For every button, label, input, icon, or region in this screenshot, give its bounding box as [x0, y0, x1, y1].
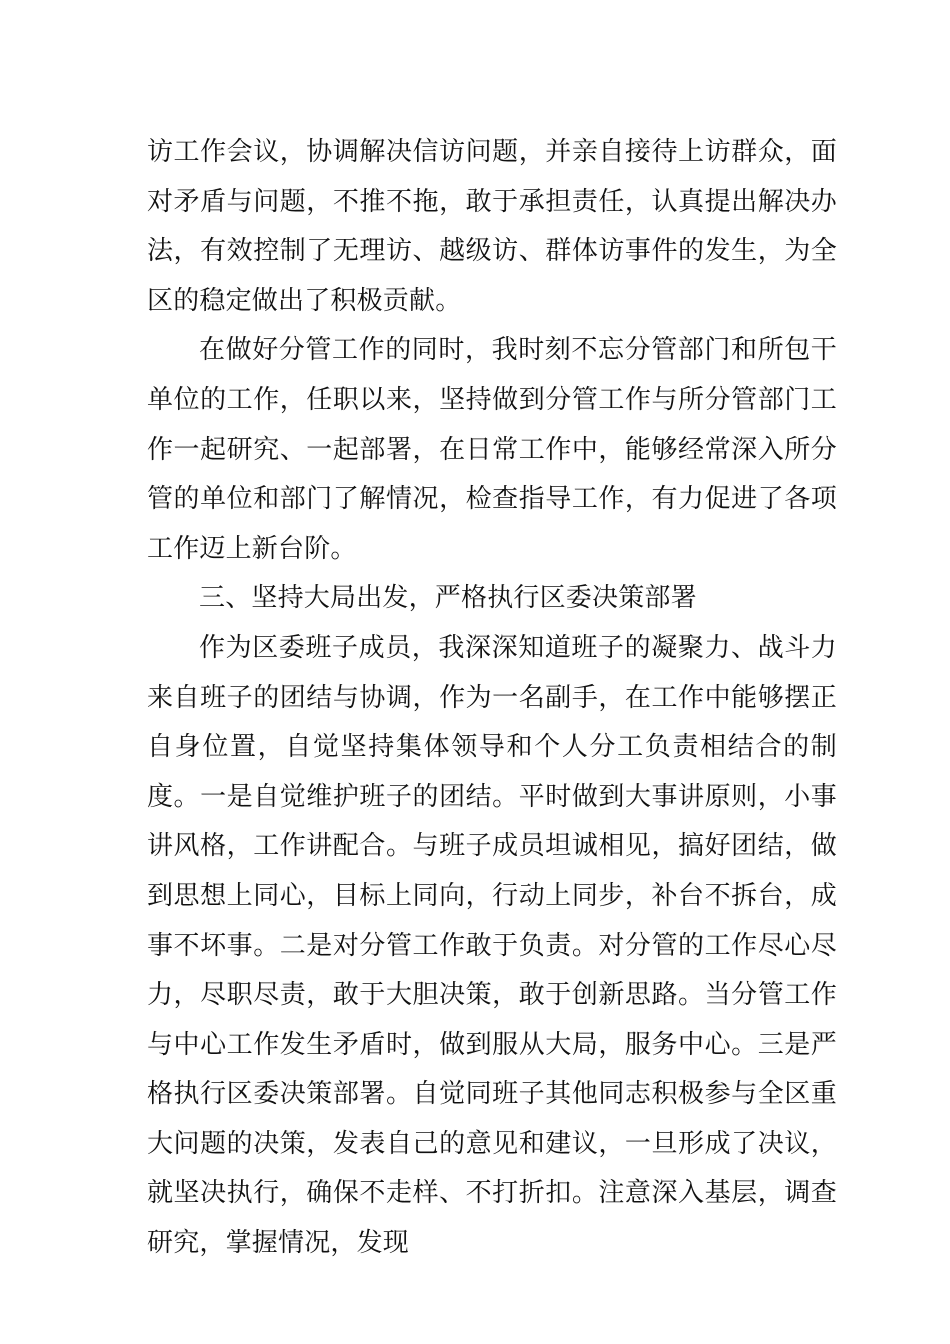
paragraph-team-unity: 作为区委班子成员，我深深知道班子的凝聚力、战斗力来自班子的团结与协调，作为一名副手，在工作中能够摆正自身位置，自觉坚持集体领导和个人分工负责相结合的制度。一是自觉维护班子的团结。平时做到大事讲原则，小事讲风格，工作讲配合。与班子成员坦诚相见，搞好团结，做到思想上同心，目标上同向，行动上同步，补台不拆台，成事不坏事。二是对分管工作敢于负责。对分管的工作尽心尽力，尽职尽责，敢于大胆决策，敢于创新思路。当分管工作与中心工作发生矛盾时，做到服从大局，服务中心。三是严格执行区委决策部署。自觉同班子其他同志积极参与全区重大问题的决策，发表自己的意见和建议，一旦形成了决议，就坚决执行，确保不走样、不打折扣。注意深入基层，调查研究，掌握情况，发现 — [147, 632, 837, 1259]
section-heading-three: 三、坚持大局出发，严格执行区委决策部署 — [199, 583, 697, 614]
paragraph-departments-work: 在做好分管工作的同时，我时刻不忘分管部门和所包干单位的工作，任职以来，坚持做到分管工作与所分管部门工作一起研究、一起部署，在日常工作中，能够经常深入所分管的单位和部门了解情况，检查指导工作，有力促进了各项工作迈上新台阶。 — [147, 335, 837, 564]
body-text — [147, 128, 837, 1269]
paragraph-petition-work: 访工作会议，协调解决信访问题，并亲自接待上访群众，面对矛盾与问题，不推不拖，敢于承担责任，认真提出解决办法，有效控制了无理访、越级访、群体访事件的发生，为全区的稳定做出了积极贡献。 — [147, 137, 837, 316]
